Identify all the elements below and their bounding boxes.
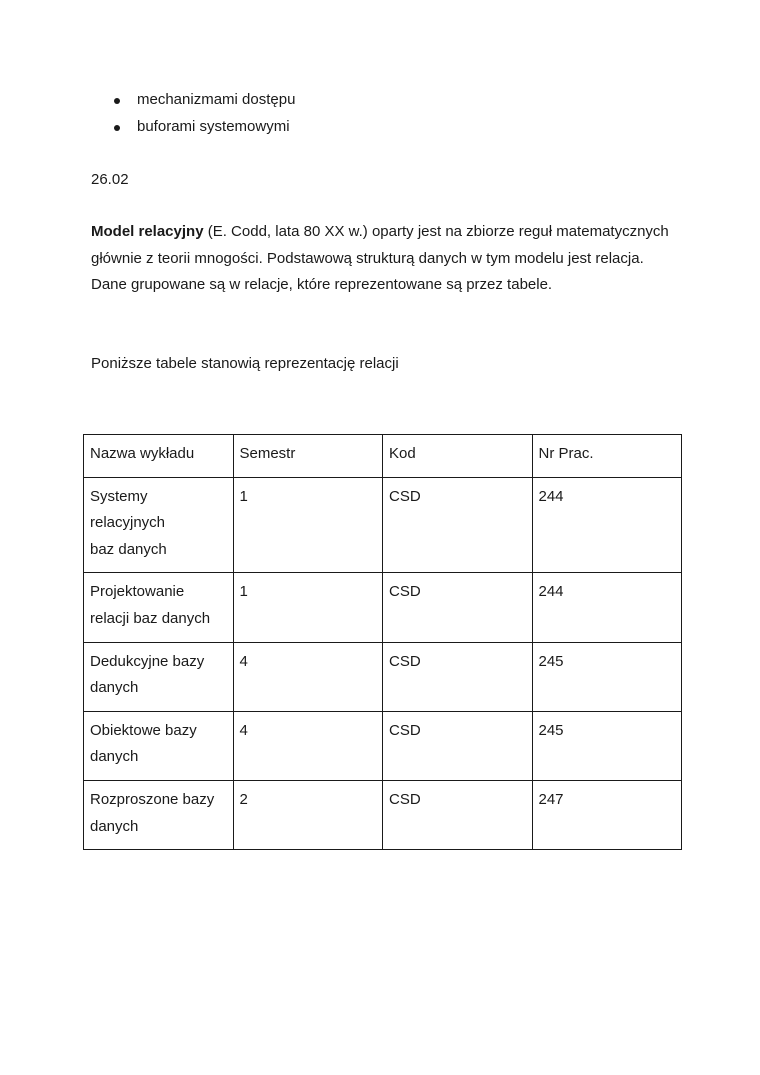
intro-paragraph [91, 219, 681, 299]
table-cell: Systemy relacyjnych baz danych [84, 477, 234, 573]
bold-term: Model relacyjny [91, 223, 204, 240]
table-cell: 244 [532, 477, 682, 573]
bullet-text: buforami systemowymi [137, 118, 290, 135]
table-cell: 1 [233, 477, 383, 573]
table-cell: 244 [532, 573, 682, 642]
table-cell: Rozproszone bazy danych [84, 780, 234, 849]
header-cell: Nazwa wykładu [84, 435, 234, 478]
table-cell: CSD [383, 477, 533, 573]
list-item [91, 115, 295, 142]
table-cell: 4 [233, 711, 383, 780]
table-cell: 2 [233, 780, 383, 849]
table-cell: CSD [383, 780, 533, 849]
table-cell: 1 [233, 573, 383, 642]
table-cell: 4 [233, 642, 383, 711]
table-row [84, 780, 682, 849]
bullet-list [91, 88, 295, 142]
table-cell: 247 [532, 780, 682, 849]
relation-table [83, 434, 682, 850]
table-cell: Projektowanie relacji baz danych [84, 573, 234, 642]
list-item [91, 88, 295, 115]
header-cell: Semestr [233, 435, 383, 478]
paragraph-text: (E. Codd, lata 80 XX w.) oparty jest na zbiorze reguł matematycznych głównie z teorii mnogości. Podstawową strukturą danych w tym modelu jest relacja. Dane grupowane są w relacje, które reprezentowane są przez tabele. [91, 223, 669, 294]
bullet-text: mechanizmami dostępu [137, 91, 296, 108]
table-cell: Dedukcyjne bazy danych [84, 642, 234, 711]
table-cell: CSD [383, 711, 533, 780]
table-cell: 245 [532, 711, 682, 780]
table-cell: 245 [532, 642, 682, 711]
table-cell: CSD [383, 642, 533, 711]
bullet-icon [114, 98, 120, 104]
table-row [84, 573, 682, 642]
header-cell: Nr Prac. [532, 435, 682, 478]
table-row [84, 711, 682, 780]
table-row [84, 642, 682, 711]
table-header-row [84, 435, 682, 478]
table-row [84, 477, 682, 573]
table-caption: Poniższe tabele stanowią reprezentację relacji [91, 355, 399, 372]
header-cell: Kod [383, 435, 533, 478]
date-heading: 26.02 [91, 171, 129, 188]
bullet-icon [114, 125, 120, 131]
table-cell: Obiektowe bazy danych [84, 711, 234, 780]
table-cell: CSD [383, 573, 533, 642]
